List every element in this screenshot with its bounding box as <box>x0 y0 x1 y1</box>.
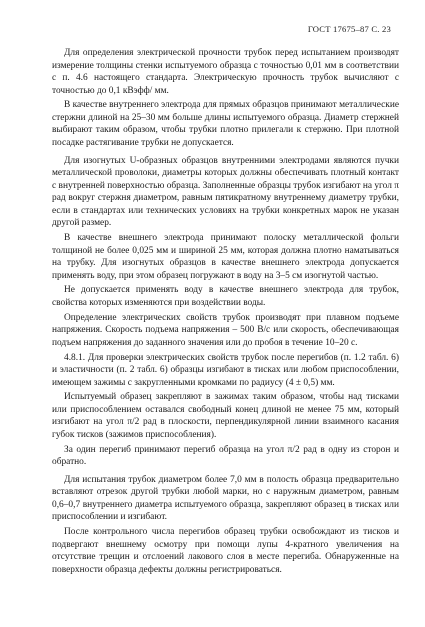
paragraph: Не допускается применять воду в качестве внешнего электрода для трубок, свойства которых изменяются при воздействии воды. <box>52 285 399 308</box>
paragraph: Испытуемый образец закрепляют в зажимах таким образом, чтобы над тисками или приспособлением оставался свободный конец длиной не менее 75 мм, который изгибают на угол π/2 рад в плоскости, перпендикулярной линии взаимного касания губок тисков (зажимов приспособления). <box>52 392 399 440</box>
paragraph: Определение электрических свойств трубок производят при плавном подъеме напряжения. Скорость подъема напряжения – 500 В/с или скорость, обеспечивающая подъем напряжения до заданного значения или до пробоя в течение 10–20 с. <box>52 312 399 348</box>
paragraph: 4.8.1. Для проверки электрических свойств трубок после перегибов (п. 1.2 табл. 6) и эластичности (п. 2 табл. 6) образцы изгибают в тисках или любом приспособлении, имеющем зажимы с закругленными кромками по радиусу (4 ± 0,5) мм. <box>52 352 399 388</box>
paragraph: За один перегиб принимают перегиб образца на угол π/2 рад в одну из сторон и обратно. <box>52 444 399 468</box>
paragraph: В качестве внешнего электрода принимают полоску металлической фольги толщиной не более 0,025 мм и шириной 25 мм, которая должна плотно наматываться на трубку. Для изогнутых образцов в качестве внешнего электрода допускается применять воду, при этом образец погружают в воду на 3–5 см изогнутой частью. <box>52 233 399 281</box>
paragraph: Для испытания трубок диаметром более 7,0 мм в полость образца предварительно вставляют отрезок другой трубки любой марки, но с наружным диаметром, равным 0,6–0,7 внутреннего диаметра испытуемого образца, закрепляют образец в тисках или приспособлении и изгибают. <box>52 474 399 523</box>
paragraph: Для изогнутых U-образных образцов внутренними электродами являются пучки металлической проволоки, диаметры которых должны обеспечивать плотный контакт с внутренней поверхностью образца. Заполненные образцы трубок изгибают на угол π рад вокруг стержня диаметром, равным пятикратному внутреннему диаметру трубки, если в стандартах или технических условиях на трубки конкретных марок не указан другой размер. <box>52 155 399 229</box>
page-header: ГОСТ 17675–87 С. 23 <box>307 24 391 34</box>
paragraph: Для определения электрической прочности трубок перед испытанием производят измерение толщины стенки испытуемого образца с точностью 0,01 мм в соответствии с п. 4.6 настоящего стандарта. Электрическую прочность трубок вычисляют с точностью до 0,1 кВэфф/ мм. <box>52 48 399 96</box>
paragraph: В качестве внутреннего электрода для прямых образцов принимают металлические стержни длиной на 25–30 мм больше длины испытуемого образца. Диаметр стержней выбирают таким образом, чтобы трубки плотно прилегали к стержню. При плотной посадке растягивание трубки не допускается. <box>52 100 399 149</box>
paragraph: После контрольного числа перегибов образец трубки освобождают из тисков и подвергают внешнему осмотру при помощи лупы 4-кратного увеличения на отсутствие трещин и отслоений лакового слоя в месте перегиба. Обнаруженные на поверхности образца дефекты должны регистрироваться. <box>52 527 399 575</box>
